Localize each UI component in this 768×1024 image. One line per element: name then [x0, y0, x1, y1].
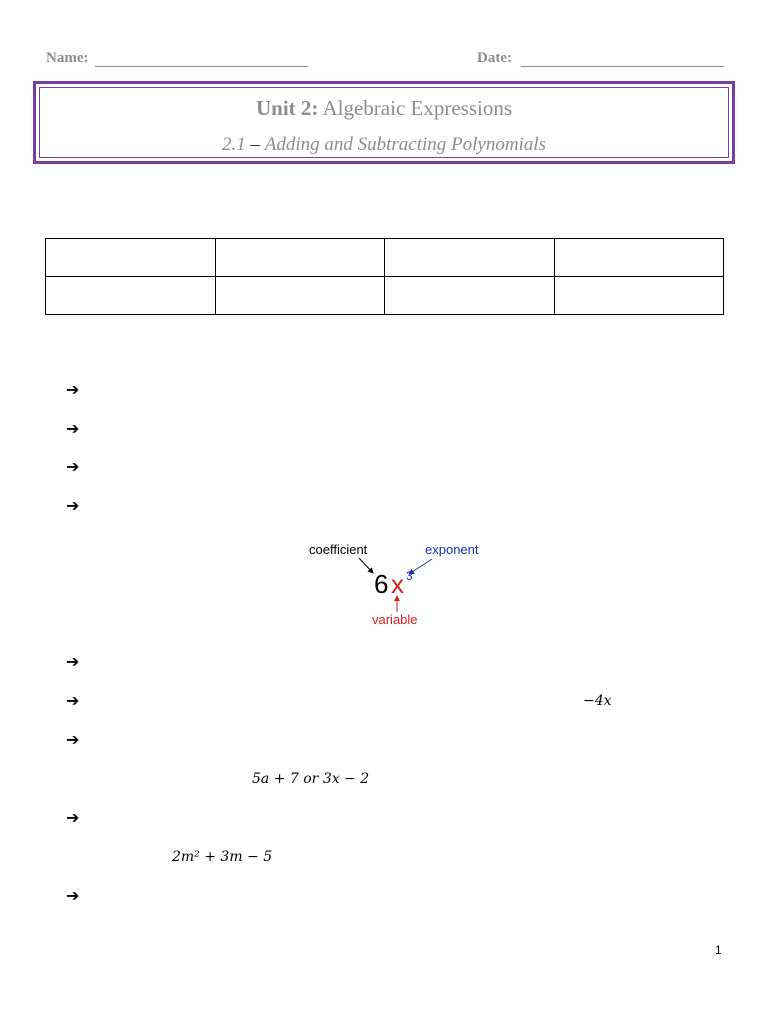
arrow-bullet-icon: ➔	[66, 457, 80, 476]
name-blank[interactable]	[95, 50, 308, 67]
variable-label: variable	[372, 612, 418, 627]
arrow-bullet-icon: ➔	[66, 496, 80, 515]
arrow-bullet-icon: ➔	[66, 730, 80, 749]
title-box-inner	[39, 87, 729, 158]
table-cell[interactable]	[554, 239, 724, 277]
lesson-dash: –	[245, 134, 265, 155]
coefficient-arrow	[359, 558, 373, 573]
term-diagram	[305, 536, 485, 628]
arrow-bullet-icon: ➔	[66, 808, 80, 827]
title-box	[33, 81, 735, 164]
coefficient-label: coefficient	[309, 542, 368, 557]
arrow-bullet-icon: ➔	[66, 691, 80, 710]
lesson-title	[40, 134, 728, 156]
table-cell[interactable]	[385, 239, 555, 277]
table-cell[interactable]	[46, 239, 216, 277]
lesson-name: Adding and Subtracting Polynomials	[264, 134, 547, 155]
variable-value: x	[391, 569, 404, 599]
arrow-bullet-icon: ➔	[66, 886, 80, 905]
unit-number: Unit 2:	[255, 96, 319, 120]
vocab-table	[45, 238, 724, 315]
exponent-value: 3	[406, 569, 413, 583]
arrow-bullet-icon: ➔	[66, 652, 80, 671]
table-cell[interactable]	[554, 277, 724, 315]
arrow-bullet-icon: ➔	[66, 419, 80, 438]
table-cell[interactable]	[46, 277, 216, 315]
unit-name: Algebraic Expressions	[318, 96, 513, 120]
table-cell[interactable]	[215, 277, 385, 315]
trinomial-example: 2m² + 3m − 5	[172, 849, 273, 865]
table-row	[46, 239, 724, 277]
coefficient-value: 6	[374, 569, 389, 599]
page-number: 1	[715, 943, 722, 957]
exponent-label: exponent	[425, 542, 479, 557]
table-row	[46, 277, 724, 315]
name-label: Name:	[46, 50, 89, 66]
date-label: Date:	[477, 50, 512, 66]
table-cell[interactable]	[385, 277, 555, 315]
unit-title	[40, 96, 728, 121]
binomial-example: 5a + 7 or 3x − 2	[252, 771, 370, 787]
arrow-bullet-icon: ➔	[66, 380, 80, 399]
date-blank[interactable]	[521, 50, 724, 67]
lesson-number: 2.1	[221, 134, 246, 155]
table-cell[interactable]	[215, 239, 385, 277]
monomial-example: −4x	[583, 693, 612, 709]
